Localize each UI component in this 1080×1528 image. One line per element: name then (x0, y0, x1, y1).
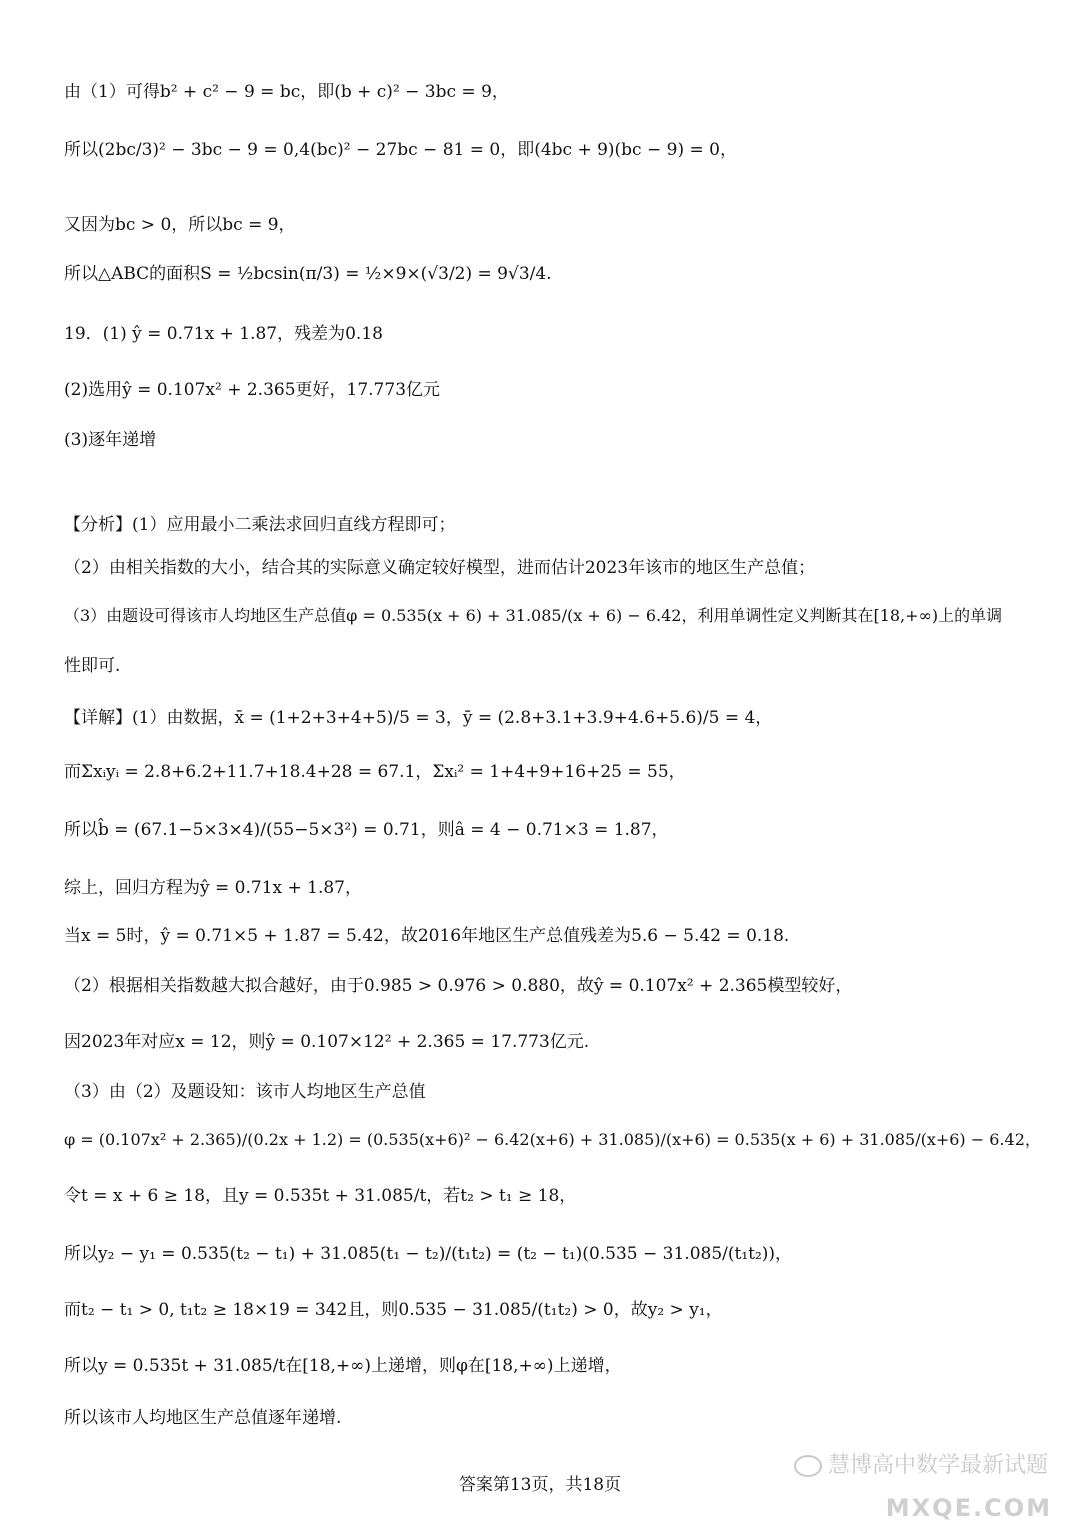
detail-3-sub (64, 1186, 576, 1206)
detail-3-sub-text: 令t = x + 6 ≥ 18，且y = 0.535t + 31.085/t，若t₂ > t₁ ≥ 18， (64, 1186, 577, 1206)
line-4 (64, 264, 552, 284)
detail-3-sign (64, 1300, 723, 1320)
detail-equation-text: 综上，回归方程为ŷ = 0.71x + 1.87， (64, 878, 362, 898)
detail-b-hat-text: 所以b̂ = (67.1−5×3×4)/(55−5×3²) = 0.71，则â = 4 − 0.71×3 = 1.87， (64, 820, 669, 840)
analysis-3-text: （3）由题设可得该市人均地区生产总值φ = 0.535(x + 6) + 31.085/(x + 6) − 6.42，利用单调性定义判断其在[18,+∞)上的单调 (64, 606, 1003, 625)
line-2 (64, 140, 737, 160)
analysis-3 (64, 606, 1002, 626)
detail-3-sign-text: 而t₂ − t₁ > 0, t₁t₂ ≥ 18×19 = 342且，则0.535 − 31.085/(t₁t₂) > 0，故y₂ > y₁， (64, 1300, 723, 1320)
detail-2-estimate-text: 因2023年对应x = 12，则ŷ = 0.107×12² + 2.365 = 17.773亿元. (64, 1032, 590, 1052)
analysis-3-cont-text: 性即可. (64, 656, 121, 676)
detail-3-phi-text: φ = (0.107x² + 2.365)/(0.2x + 1.2) = (0.535(x+6)² − 6.42(x+6) + 31.085)/(x+6) = 0.535(x + 6) + 31.085/(x+6) − 6.42， (64, 1130, 1041, 1149)
detail-2-estimate (64, 1032, 589, 1052)
detail-equation (64, 878, 362, 898)
detail-sums (64, 762, 686, 782)
answer-19-3 (64, 430, 156, 450)
detail-3 (64, 1082, 426, 1102)
detail-3-conclusion-text: 所以该市人均地区生产总值逐年递增. (64, 1408, 342, 1428)
analysis-2-text: （2）由相关指数的大小，结合其的实际意义确定较好模型，进而估计2023年该市的地区生产总值； (64, 558, 816, 578)
wechat-icon (794, 1455, 822, 1477)
detail-3-phi (64, 1130, 1041, 1150)
analysis-heading (64, 515, 455, 535)
answer-19-2 (64, 380, 440, 400)
detail-sums-text: 而Σxᵢyᵢ = 2.8+6.2+11.7+18.4+28 = 67.1，Σxᵢ² = 1+4+9+16+25 = 55， (64, 762, 686, 782)
watermark-line1: 慧博高中数学最新试题 (827, 1453, 1048, 1478)
line-1 (64, 82, 509, 102)
detail-2-text: （2）根据相关指数越大拟合越好，由于0.985 > 0.976 > 0.880，故ŷ = 0.107x² + 2.365模型较好， (64, 976, 853, 996)
detail-3-conclusion (64, 1408, 341, 1428)
watermark (794, 1448, 1048, 1479)
line-1-text: 由（1）可得b² + c² − 9 = bc，即(b + c)² − 3bc = 9， (64, 82, 509, 102)
detail-3-diff (64, 1244, 792, 1264)
detail-1-text: 【详解】(1）由数据，x̄ = (1+2+3+4+5)/5 = 3，ȳ = (2.8+3.1+3.9+4.6+5.6)/5 = 4， (64, 708, 773, 728)
answer-19-1-text: 19．(1) ŷ = 0.71x + 1.87，残差为0.18 (64, 324, 383, 344)
line-2-text: 所以(2bc/3)² − 3bc − 9 = 0,4(bc)² − 27bc − 81 = 0，即(4bc + 9)(bc − 9) = 0， (64, 140, 737, 160)
detail-residual (64, 926, 789, 946)
watermark-site: MXQE.COM (885, 1494, 1052, 1522)
analysis-2 (64, 558, 815, 578)
line-4-text: 所以△ABC的面积S = ½bcsin(π/3) = ½×9×(√3/2) = 9√3/4. (64, 264, 552, 284)
line-3-text: 又因为bc > 0，所以bc = 9， (64, 215, 296, 235)
detail-residual-text: 当x = 5时，ŷ = 0.71×5 + 1.87 = 5.42，故2016年地区生产总值残差为5.6 − 5.42 = 0.18. (64, 926, 790, 946)
detail-3-monotone-text: 所以y = 0.535t + 31.085/t在[18,+∞)上递增，则φ在[18,+∞)上递增， (64, 1356, 622, 1376)
detail-heading (64, 708, 772, 728)
detail-2 (64, 976, 852, 996)
page-footer: 答案第13页，共18页 (458, 1475, 622, 1495)
detail-3-diff-text: 所以y₂ − y₁ = 0.535(t₂ − t₁) + 31.085(t₁ − t₂)/(t₁t₂) = (t₂ − t₁)(0.535 − 31.085/(t₁t₂))， (64, 1244, 793, 1264)
detail-b-hat (64, 820, 669, 840)
analysis-1-text: 【分析】(1）应用最小二乘法求回归直线方程即可； (64, 515, 456, 535)
analysis-3-cont (64, 656, 120, 676)
answer-19-1 (64, 324, 383, 344)
detail-3-text: （3）由（2）及题设知：该市人均地区生产总值 (64, 1082, 426, 1102)
detail-3-monotone (64, 1356, 622, 1376)
answer-19-2-text: (2)选用ŷ = 0.107x² + 2.365更好，17.773亿元 (64, 380, 441, 400)
answer-19-3-text: (3)逐年递增 (64, 430, 157, 450)
line-3 (64, 215, 296, 235)
